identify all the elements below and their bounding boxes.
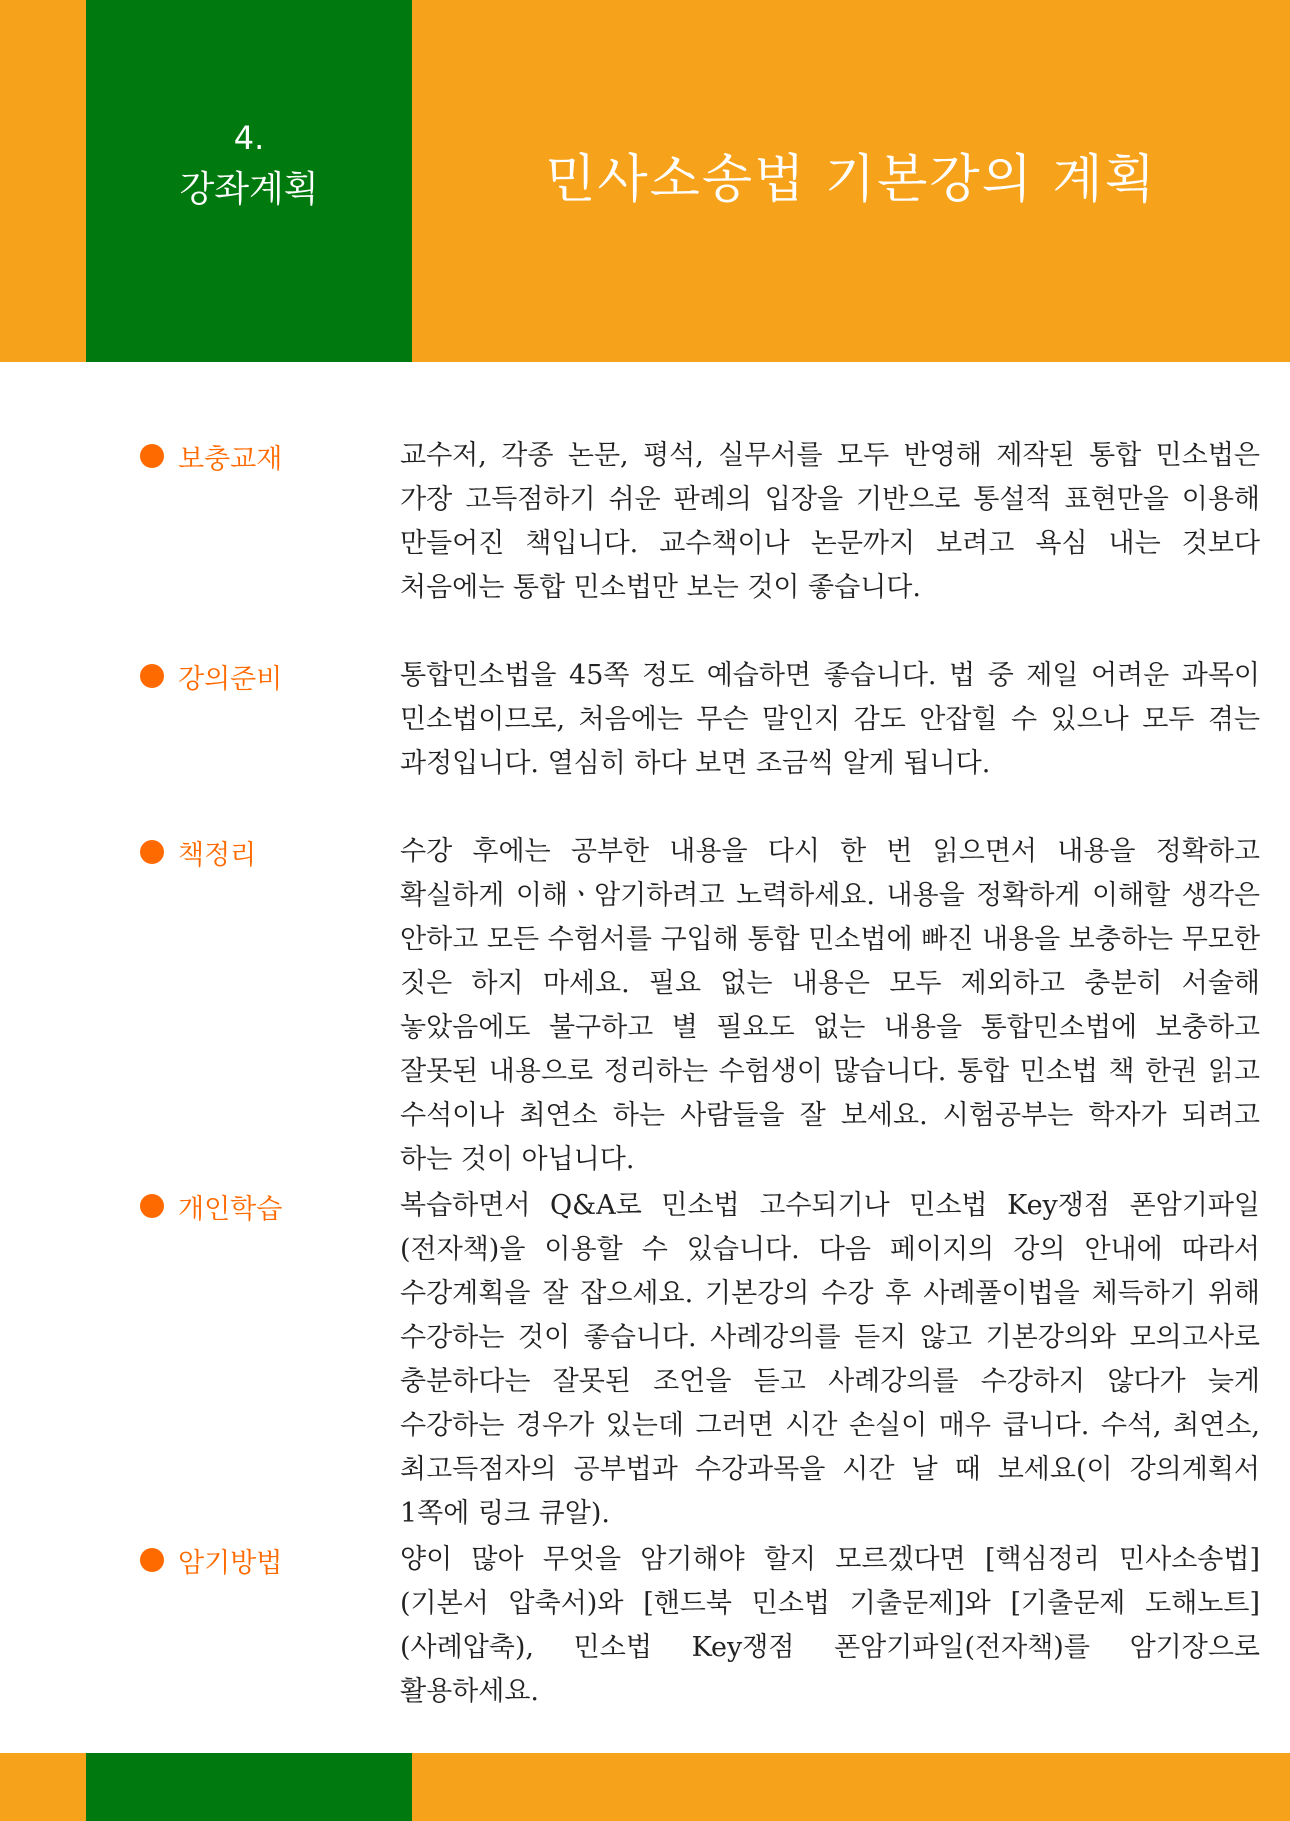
section-name: 강좌계획 bbox=[179, 169, 319, 210]
item-body: 수강 후에는 공부한 내용을 다시 한 번 읽으면서 내용을 정확하고 확실하게 이해ㆍ암기하려고 노력하세요. 내용을 정확하게 이해할 생각은 안하고 모든 수험서를 구입해 통합 민소법에 빠진 내용을 보충하는 무모한 짓은 하지 마세요. 필요 없는 내용은 모두 제외하고 충분히 서술해 놓았음에도 불구하고 별 필요도 없는 내용을 통합민소법에 보충하고 잘못된 내용으로 정리하는 수험생이 많습니다. 통합 민소법 책 한권 읽고 수석이나 최연소 하는 사람들을 잘 보세요. 시험공부는 학자가 되려고 하는 것이 아닙니다. bbox=[400, 836, 1260, 1175]
item-body: 통합민소법을 45쪽 정도 예습하면 좋습니다. 법 중 제일 어려운 과목이 민소법이므로, 처음에는 무슨 말인지 감도 안잡힐 수 있으나 모두 겪는 과정입니다. 열심히 하다 보면 조금씩 알게 됩니다. bbox=[400, 660, 1260, 779]
page-title: 민사소송법 기본강의 계획 bbox=[545, 150, 1157, 210]
item-label-text: 강의준비 bbox=[178, 663, 283, 695]
bullet-icon bbox=[140, 1194, 164, 1218]
bullet-icon bbox=[140, 664, 164, 688]
footer-band bbox=[0, 1753, 1290, 1821]
item-label bbox=[140, 1184, 282, 1228]
item-body: 복습하면서 Q&A로 민소법 고수되기나 민소법 Key쟁점 폰암기파일(전자책)을 이용할 수 있습니다. 다음 페이지의 강의 안내에 따라서 수강계획을 잘 잡으세요. 기본강의 수강 후 사례풀이법을 체득하기 위해 수강하는 것이 좋습니다. 사례강의를 듣지 않고 기본강의와 모의고사로 충분하다는 잘못된 조언을 듣고 사례강의를 수강하지 않다가 늦게 수강하는 경우가 있는데 그러면 시간 손실이 매우 큽니다. 수석, 최연소, 최고득점자의 공부법과 수강과목을 시간 날 때 보세요(이 강의계획서 1쪽에 링크 큐알). bbox=[400, 1190, 1260, 1529]
header-band bbox=[0, 0, 1290, 362]
item-label-text: 개인학습 bbox=[178, 1193, 283, 1225]
bullet-icon bbox=[140, 1548, 164, 1572]
item-label-text: 보충교재 bbox=[178, 443, 283, 475]
section-number: 4. bbox=[233, 119, 265, 157]
item-label bbox=[140, 654, 282, 698]
bullet-icon bbox=[140, 840, 164, 864]
item-label bbox=[140, 830, 256, 874]
footer-green-block bbox=[86, 1753, 412, 1821]
item-label-text: 책정리 bbox=[178, 839, 257, 871]
item-label-text: 암기방법 bbox=[178, 1547, 283, 1579]
item-body: 양이 많아 무엇을 암기해야 할지 모르겠다면 [핵심정리 민사소송법](기본서 압축서)와 [핸드북 민소법 기출문제]와 [기출문제 도해노트](사례압축), 민소법 Key쟁점 폰암기파일(전자책)를 암기장으로 활용하세요. bbox=[400, 1544, 1260, 1707]
item-body: 교수저, 각종 논문, 평석, 실무서를 모두 반영해 제작된 통합 민소법은 가장 고득점하기 쉬운 판례의 입장을 기반으로 통설적 표현만을 이용해 만들어진 책입니다. 교수책이나 논문까지 보려고 욕심 내는 것보다 처음에는 통합 민소법만 보는 것이 좋습니다. bbox=[400, 440, 1260, 603]
bullet-icon bbox=[140, 444, 164, 468]
item-label bbox=[140, 1538, 282, 1582]
item-label bbox=[140, 434, 282, 478]
